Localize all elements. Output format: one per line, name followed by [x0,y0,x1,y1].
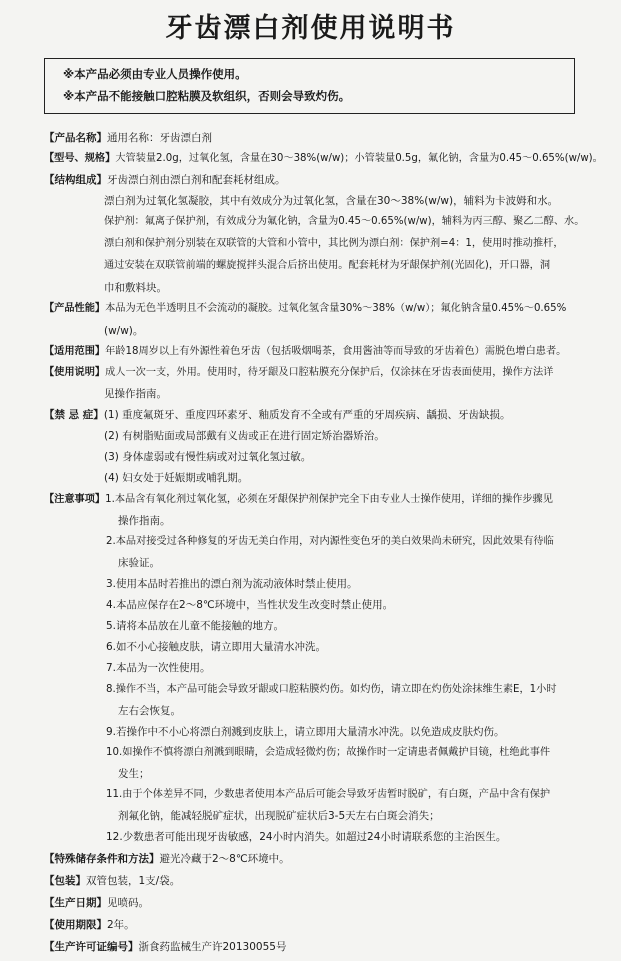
section-text: 大管装量2.0g，过氧化氢，含量在30～38%(w/w)；小管装量0.5g，氟化钠，含量为0.45～0.65%(w/w)。 [115,153,603,164]
notes-line: 操作指南。 [118,515,171,527]
storage-row [44,852,290,866]
section-text: (1) 重度氟斑牙、重度四环素牙、釉质发育不全或有严重的牙周疾病、龋损、牙齿缺损。 [103,409,511,421]
contraindication-line: (2) 有树脂贴面或局部戴有义齿或正在进行固定矫治器矫治。 [104,430,385,442]
warning-box [44,58,575,114]
structure-line: 巾和敷料块。 [104,282,167,294]
notes-line: 4.本品应保存在2～8℃环境中，当性状发生改变时禁止使用。 [106,599,394,611]
section-label: 【结构组成】 [44,174,107,186]
section-text: 避光冷藏于2～8℃环境中。 [159,853,290,865]
section-label: 【适用范围】 [44,346,106,357]
structure-line: 漂白剂和保护剂分别装在双联管的大管和小管中，其比例为漂白剂：保护剂=4：1，使用时推动推杆， [104,238,564,249]
section-text: 通用名称：牙齿漂白剂 [107,132,212,144]
package-row [44,874,180,888]
section-label: 【特殊储存条件和方法】 [44,853,160,865]
structure-row [44,173,286,187]
section-text: 年龄18周岁以上有外源性着色牙齿（包括吸烟喝茶，食用酱油等而导致的牙齿着色）需脱色增白患者。 [105,346,567,357]
notes-line: 11.由于个体差异不同，少数患者使用本产品后可能会导致牙齿暂时脱矿，有白斑，产品中含有保护 [106,789,551,800]
notes-line: 发生； [118,768,150,780]
scope-row [44,345,566,359]
contraindication-line: (3) 身体虚弱或有慢性病或对过氧化氢过敏。 [104,451,312,463]
notes-line: 剂氟化钠，能减轻脱矿症状，出现脱矿症状后3-5天左右白斑会消失； [118,810,440,822]
notes-line: 9.若操作中不小心将漂白剂溅到皮肤上，请立即用大量清水冲洗。以免造成皮肤灼伤。 [106,726,505,738]
model-spec-row [44,152,603,166]
notes-line: 左右会恢复。 [118,705,181,717]
notes-line: 5.请将本品放在儿童不能接触的地方。 [106,620,285,632]
section-text: 浙食药监械生产许20130055号 [138,941,287,953]
section-label: 【禁 忌 症】 [44,409,104,421]
notes-line: 6.如不小心接触皮肤，请立即用大量清水冲洗。 [106,641,327,653]
section-text: 1.本品含有氧化剂过氧化氢，必须在牙龈保护剂保护完全下由专业人士操作使用，详细的操作步骤见 [105,494,553,505]
notes-line: 7.本品为一次性使用。 [106,662,211,674]
section-label: 【型号、规格】 [44,153,116,164]
warning-line: ※本产品不能接触口腔粘膜及软组织，否则会导致灼伤。 [63,89,351,103]
performance-row [44,302,566,316]
section-text: 本品为无色半透明且不会流动的凝胶。过氧化氢含量30%～38%（w/w）；氟化钠含量0.45%～0.65% [105,303,567,314]
section-label: 【使用说明】 [44,367,106,378]
document-title: 牙齿漂白剂使用说明书 [165,13,456,44]
structure-line: 漂白剂为过氧化氢凝胶，其中有效成分为过氧化氢，含量在30～38%(w/w)，辅料为卡波姆和水。 [104,195,559,207]
shelf-life-row [44,918,135,932]
section-label: 【包装】 [44,875,86,887]
section-label: 【注意事项】 [44,494,106,505]
structure-line: 通过安装在双联管前端的螺旋搅拌头混合后挤出使用。配套耗材为牙龈保护剂(光固化)，开口器，洞 [104,260,551,271]
section-label: 【产品名称】 [44,132,107,144]
product-name-row [44,131,212,145]
notes-row [44,493,553,507]
contraindication-line: (4) 妇女处于妊娠期或哺乳期。 [104,472,249,484]
section-label: 【生产许可证编号】 [44,941,139,953]
warning-line: ※本产品必须由专业人员操作使用。 [63,67,247,81]
notes-line: 床验证。 [118,557,160,569]
section-label: 【使用期限】 [44,919,107,931]
section-label: 【产品性能】 [44,303,106,314]
license-row [44,940,286,954]
production-date-row [44,896,149,910]
section-text: 2年。 [107,919,135,931]
section-text: 见喷码。 [107,897,149,909]
notes-line: 12.少数患者可能出现牙齿敏感，24小时内消失。如超过24小时请联系您的主治医生。 [106,831,507,843]
notes-line: 3.使用本品时若推出的漂白剂为流动液体时禁止使用。 [106,578,358,590]
section-text: 双管包装，1支/袋。 [86,875,181,887]
structure-line: 保护剂：氟离子保护剂，有效成分为氟化钠，含量为0.45～0.65%(w/w)，辅料为丙三醇、聚乙二醇、水。 [104,216,585,227]
notes-line: 2.本品对接受过各种修复的牙齿无美白作用，对内源性变色牙的美白效果尚未研究，因此效果有待临 [106,536,554,547]
notes-line: 8.操作不当，本产品可能会导致牙龈或口腔粘膜灼伤。如灼伤，请立即在灼伤处涂抹维生素E，1小时 [106,684,557,695]
performance-line: (w/w)。 [104,325,144,337]
section-text: 成人一次一支，外用。使用时，待牙龈及口腔粘膜充分保护后，仅涂抹在牙齿表面使用，操作方法详 [105,367,554,378]
section-label: 【生产日期】 [44,897,107,909]
usage-row [44,366,553,380]
section-text: 牙齿漂白剂由漂白剂和配套耗材组成。 [107,174,286,186]
contraindication-row [44,408,511,422]
notes-line: 10.如操作不慎将漂白剂溅到眼睛，会造成轻微灼伤；故操作时一定请患者佩戴护目镜，杜绝此事件 [106,747,551,758]
usage-line: 见操作指南。 [104,388,167,400]
